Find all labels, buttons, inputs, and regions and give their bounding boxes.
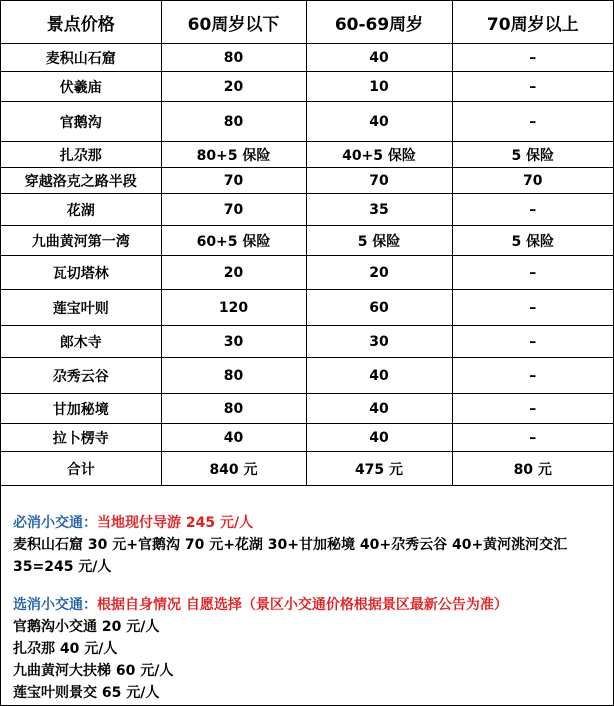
optional-item: 莲宝叶则景交 65 元/人: [13, 685, 160, 701]
required-heading: [13, 512, 601, 534]
optional-transport: [13, 594, 601, 704]
spot-name: 扎尕那: [1, 142, 161, 168]
optional-item: 官鹅沟小交通 20 元/人: [13, 619, 160, 635]
optional-heading: [13, 594, 601, 616]
optional-item: 扎尕那 40 元/人: [13, 641, 118, 657]
price-cell: –: [452, 424, 613, 452]
table-row: [1, 102, 613, 142]
price-cell: 30: [306, 326, 452, 358]
table-row: [1, 142, 613, 168]
price-cell: 40: [306, 394, 452, 424]
table-row: [1, 394, 613, 424]
total-cell: 475 元: [306, 452, 452, 486]
required-highlight: 当地现付导游 245 元/人: [97, 515, 254, 531]
price-cell: –: [452, 256, 613, 290]
price-cell: 5 保险: [306, 226, 452, 256]
price-cell: –: [452, 194, 613, 226]
price-cell: –: [452, 394, 613, 424]
price-cell: 80: [161, 44, 306, 72]
price-cell: 80+5 保险: [161, 142, 306, 168]
table-header-row: [1, 1, 613, 44]
spot-name: 伏羲庙: [1, 72, 161, 102]
price-cell: 30: [161, 326, 306, 358]
price-cell: 70: [306, 168, 452, 194]
total-row: [1, 452, 613, 486]
price-table: [1, 1, 613, 486]
required-label: 必消小交通：: [13, 515, 97, 531]
price-cell: 5 保险: [452, 142, 613, 168]
price-cell: 70: [452, 168, 613, 194]
required-detail-line-2: 35=245 元/人: [13, 559, 112, 575]
price-cell: 10: [306, 72, 452, 102]
table-row: [1, 358, 613, 394]
optional-label: 选消小交通：: [13, 597, 97, 613]
price-cell: 20: [161, 72, 306, 102]
spot-name: 穿越洛克之路半段: [1, 168, 161, 194]
spot-name: 拉卜楞寺: [1, 424, 161, 452]
price-cell: 20: [306, 256, 452, 290]
table-row: [1, 168, 613, 194]
price-cell: 40: [306, 102, 452, 142]
spot-name: 郎木寺: [1, 326, 161, 358]
spot-name: 花湖: [1, 194, 161, 226]
price-cell: –: [452, 72, 613, 102]
price-cell: 35: [306, 194, 452, 226]
table-row: [1, 256, 613, 290]
price-cell: 40: [306, 358, 452, 394]
header-cell: 70周岁以上: [452, 1, 613, 44]
price-cell: 40+5 保险: [306, 142, 452, 168]
spot-name: 官鹅沟: [1, 102, 161, 142]
price-cell: 20: [161, 256, 306, 290]
price-cell: 70: [161, 194, 306, 226]
table-row: [1, 326, 613, 358]
required-detail-line-1: 麦积山石窟 30 元+官鹅沟 70 元+花湖 30+甘加秘境 40+尕秀云谷 40+黄河洮河交汇: [13, 537, 568, 553]
price-cell: –: [452, 290, 613, 326]
price-cell: 80: [161, 394, 306, 424]
table-row: [1, 72, 613, 102]
total-cell: 840 元: [161, 452, 306, 486]
spot-name: 甘加秘境: [1, 394, 161, 424]
price-cell: –: [452, 44, 613, 72]
price-cell: –: [452, 358, 613, 394]
table-row: [1, 44, 613, 72]
header-cell: 60-69周岁: [306, 1, 452, 44]
spot-name: 尕秀云谷: [1, 358, 161, 394]
header-cell: 60周岁以下: [161, 1, 306, 44]
price-cell: 80: [161, 102, 306, 142]
table-row: [1, 424, 613, 452]
header-cell: 景点价格: [1, 1, 161, 44]
table-row: [1, 194, 613, 226]
price-cell: 40: [306, 44, 452, 72]
required-transport: [13, 512, 601, 578]
price-cell: –: [452, 102, 613, 142]
table-row: [1, 290, 613, 326]
price-cell: 80: [161, 358, 306, 394]
price-cell: 5 保险: [452, 226, 613, 256]
price-cell: 40: [306, 424, 452, 452]
total-label: 合计: [1, 452, 161, 486]
spot-name: 麦积山石窟: [1, 44, 161, 72]
transport-notes: [1, 486, 613, 704]
price-cell: 60+5 保险: [161, 226, 306, 256]
total-cell: 80 元: [452, 452, 613, 486]
optional-highlight: 根据自身情况 自愿选择（景区小交通价格根据景区最新公告为准）: [97, 597, 508, 613]
price-cell: 40: [161, 424, 306, 452]
price-cell: 60: [306, 290, 452, 326]
spot-name: 莲宝叶则: [1, 290, 161, 326]
optional-item: 九曲黄河大扶梯 60 元/人: [13, 663, 174, 679]
price-cell: 70: [161, 168, 306, 194]
table-row: [1, 226, 613, 256]
spot-name: 瓦切塔林: [1, 256, 161, 290]
spot-name: 九曲黄河第一湾: [1, 226, 161, 256]
price-cell: 120: [161, 290, 306, 326]
price-cell: –: [452, 326, 613, 358]
